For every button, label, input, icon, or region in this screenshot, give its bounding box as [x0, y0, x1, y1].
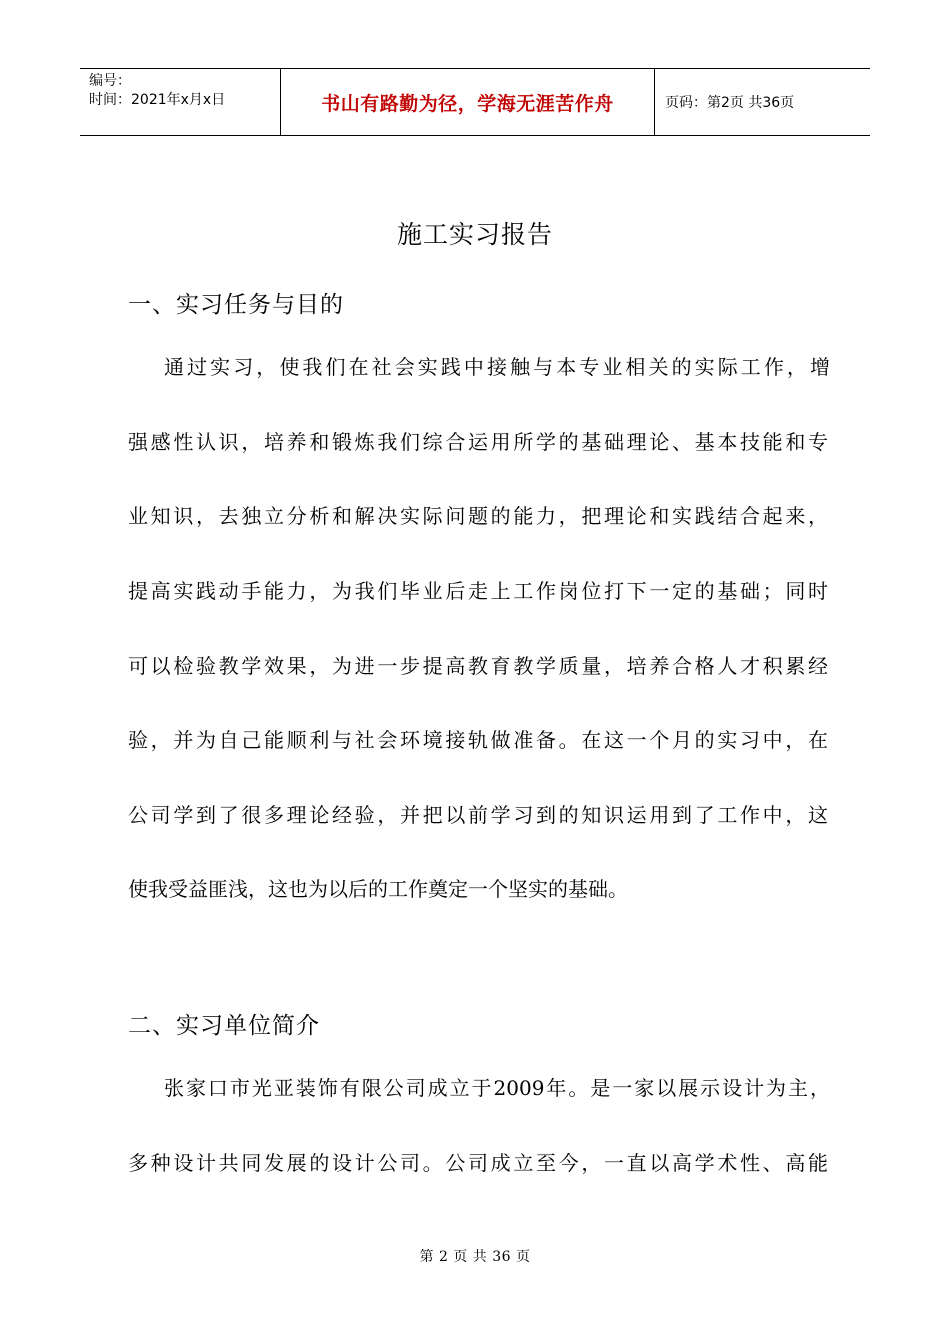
paragraph-line: 使我受益匪浅，这也为以后的工作奠定一个坚实的基础。: [128, 877, 628, 901]
paragraph-line: 提高实践动手能力，为我们毕业后走上工作岗位打下一定的基础；同时: [128, 579, 828, 603]
section-heading-task: 一、实习任务与目的: [128, 292, 344, 318]
paragraph-line: 张家口市光亚装饰有限公司成立于2009年。是一家以展示设计为主，: [164, 1076, 830, 1100]
page-header: [80, 68, 870, 136]
page-footer: 第 2 页 共 36 页: [419, 1249, 531, 1265]
paragraph-line: 公司学到了很多理论经验，并把以前学习到的知识运用到了工作中，这: [128, 803, 828, 827]
section-heading-company: 二、实习单位简介: [128, 1013, 320, 1039]
paragraph-line: 可以检验教学效果，为进一步提高教育教学质量，培养合格人才积累经: [128, 654, 828, 678]
paragraph-line: 强感性认识，培养和锻炼我们综合运用所学的基础理论、基本技能和专: [128, 430, 828, 454]
paragraph-line: 验，并为自己能顺利与社会环境接轨做准备。在这一个月的实习中，在: [128, 728, 828, 752]
header-meta: [80, 69, 281, 135]
document-number-label: 编号：: [89, 73, 131, 89]
paragraph-line: 多种设计共同发展的设计公司。公司成立至今，一直以高学术性、高能: [128, 1151, 828, 1175]
paragraph-line: 通过实习，使我们在社会实践中接触与本专业相关的实际工作，增: [164, 355, 830, 379]
document-title: 施工实习报告: [396, 220, 553, 249]
header-page-info: 页码：第2页 共36页: [665, 95, 795, 111]
document-date-label: 时间：2021年x月x日: [89, 92, 226, 108]
paragraph-line: 业知识，去独立分析和解决实际问题的能力，把理论和实践结合起来，: [128, 504, 828, 528]
header-motto: 书山有路勤为径，学海无涯苦作舟: [281, 69, 655, 135]
